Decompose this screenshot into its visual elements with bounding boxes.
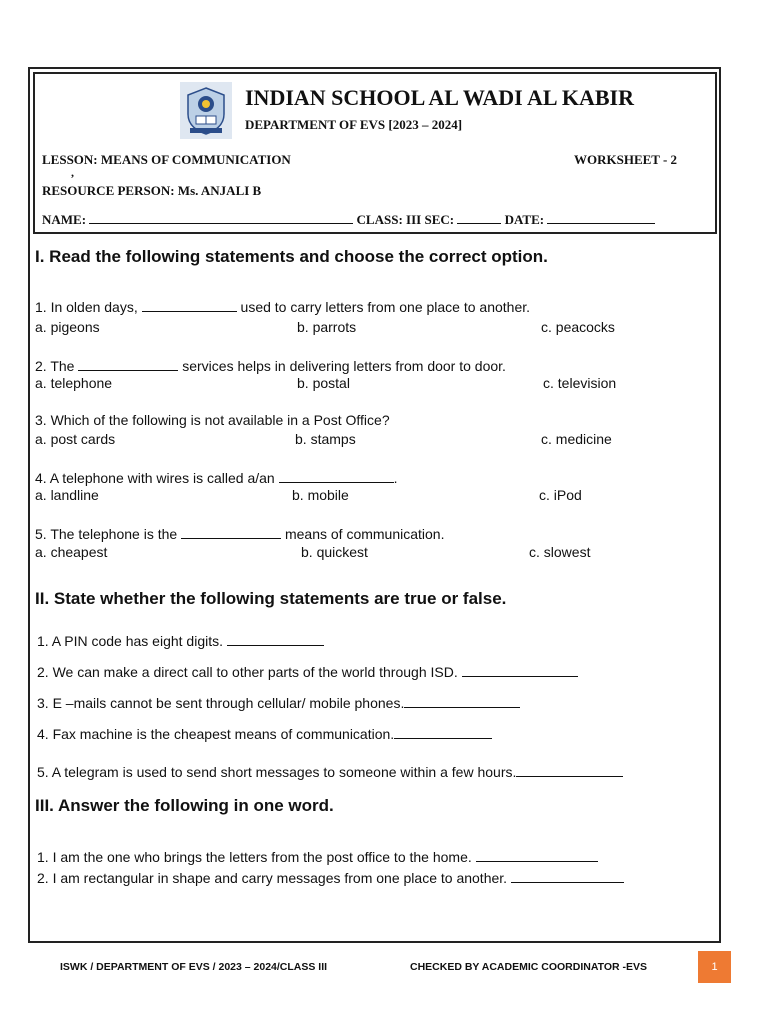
department-line: DEPARTMENT OF EVS [2023 – 2024] (245, 117, 463, 132)
q4-option-c[interactable]: c. iPod (539, 487, 582, 503)
q2-blank[interactable] (78, 356, 178, 371)
q1-option-b[interactable]: b. parrots (297, 319, 357, 335)
name-label: NAME: (42, 212, 87, 227)
date-blank[interactable] (547, 211, 655, 224)
q2-option-c[interactable]: c. television (543, 375, 617, 391)
q4-option-a[interactable]: a. landline (35, 487, 99, 503)
q2-option-b[interactable]: b. postal (297, 375, 350, 391)
lesson-title: LESSON: MEANS OF COMMUNICATION (42, 152, 291, 167)
section3-heading: III. Answer the following in one word. (35, 796, 334, 815)
stray-comma: , (71, 165, 74, 179)
tf-item-1: 1. A PIN code has eight digits. (37, 631, 324, 649)
q4-blank[interactable] (279, 468, 394, 483)
q5-option-c[interactable]: c. slowest (529, 544, 591, 560)
student-info-row (42, 211, 655, 228)
school-name: INDIAN SCHOOL AL WADI AL KABIR (245, 85, 634, 110)
q3-option-a[interactable]: a. post cards (35, 431, 116, 447)
worksheet-number: WORKSHEET - 2 (574, 152, 678, 167)
q2-option-a[interactable]: a. telephone (35, 375, 113, 391)
q3-option-c[interactable]: c. medicine (541, 431, 612, 447)
tf-blank-4[interactable] (394, 724, 492, 739)
resource-person: RESOURCE PERSON: Ms. ANJALI B (42, 183, 262, 198)
q3-option-b[interactable]: b. stamps (295, 431, 356, 447)
q1-text: 1. In olden days, used to carry letters from one place to another. (35, 299, 531, 315)
section1-heading: I. Read the following statements and choose the correct option. (35, 247, 548, 266)
tf-item-3: 3. E –mails cannot be sent through cellular/ mobile phones. (37, 693, 520, 711)
page-number: 1 (698, 951, 731, 983)
q4-text: 4. A telephone with wires is called a/an . (35, 470, 398, 486)
q1-option-a[interactable]: a. pigeons (35, 319, 100, 335)
tf-blank-2[interactable] (462, 662, 578, 677)
q3-text: 3. Which of the following is not available in a Post Office? (35, 412, 390, 428)
date-label: DATE: (504, 212, 545, 227)
tf-item-4: 4. Fax machine is the cheapest means of communication. (37, 724, 492, 742)
tf-item-5: 5. A telegram is used to send short messages to someone within a few hours. (37, 762, 623, 780)
one-word-blank-1[interactable] (476, 847, 598, 862)
q5-option-a[interactable]: a. cheapest (35, 544, 108, 560)
school-logo-icon (180, 82, 232, 139)
tf-item-2: 2. We can make a direct call to other parts of the world through ISD. (37, 662, 578, 680)
tf-blank-3[interactable] (404, 693, 520, 708)
q4-option-b[interactable]: b. mobile (292, 487, 349, 503)
name-blank[interactable] (89, 211, 353, 224)
one-word-blank-2[interactable] (511, 868, 624, 883)
q1-option-c[interactable]: c. peacocks (541, 319, 615, 335)
q5-option-b[interactable]: b. quickest (301, 544, 368, 560)
footer-left: ISWK / DEPARTMENT OF EVS / 2023 – 2024/CLASS III (60, 961, 328, 973)
q5-blank[interactable] (181, 524, 281, 539)
tf-blank-5[interactable] (516, 762, 623, 777)
section-blank[interactable] (457, 211, 501, 224)
footer-right: CHECKED BY ACADEMIC COORDINATOR -EVS (410, 961, 648, 973)
tf-blank-1[interactable] (227, 631, 324, 646)
q5-text: 5. The telephone is the means of communication. (35, 526, 445, 542)
one-word-item-2: 2. I am rectangular in shape and carry messages from one place to another. (37, 868, 624, 886)
q1-blank[interactable] (142, 297, 237, 312)
class-label: CLASS: III SEC: (356, 212, 455, 227)
one-word-item-1: 1. I am the one who brings the letters from the post office to the home. (37, 847, 598, 865)
q2-text: 2. The services helps in delivering letters from door to door. (35, 358, 506, 374)
section2-heading: II. State whether the following statements are true or false. (35, 589, 507, 608)
